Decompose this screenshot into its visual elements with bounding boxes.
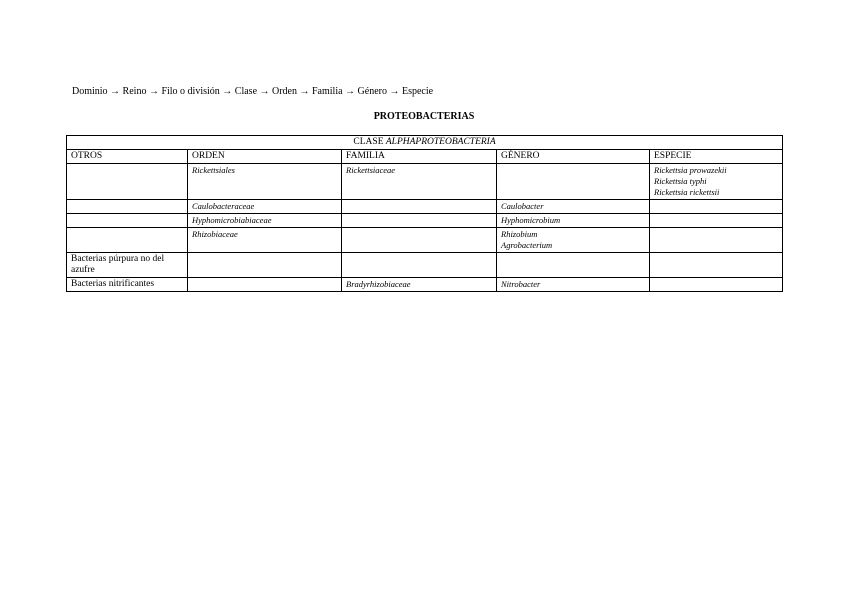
- cell-otros: Bacterias nitrificantes: [67, 278, 188, 292]
- cell-orden: Hyphomicrobiabiaceae: [188, 214, 342, 228]
- cell-otros: [67, 200, 188, 214]
- cell-especie: [650, 200, 783, 214]
- header-familia: FAMILIA: [342, 150, 497, 164]
- cell-familia: [342, 253, 497, 278]
- cell-genero: [497, 228, 650, 253]
- cell-orden: Rickettsiales: [188, 164, 342, 200]
- header-orden: ORDEN: [188, 150, 342, 164]
- table-row: [67, 164, 783, 200]
- cell-orden: [188, 253, 342, 278]
- cell-especie: [650, 278, 783, 292]
- taxonomy-table: [66, 135, 783, 292]
- table-row: [67, 253, 783, 278]
- header-row: [67, 150, 783, 164]
- species-item: Rickettsia rickettsii: [654, 187, 720, 197]
- species-item: Rickettsia typhi: [654, 176, 707, 186]
- cell-especie: [650, 214, 783, 228]
- cell-genero: Nitrobacter: [497, 278, 650, 292]
- header-especie: ESPECIE: [650, 150, 783, 164]
- class-name: ALPHAPROTEOBACTERIA: [385, 137, 496, 147]
- genus-item: Rhizobium: [501, 229, 538, 239]
- cell-orden: Caulobacteraceae: [188, 200, 342, 214]
- cell-familia: [342, 200, 497, 214]
- cell-familia: Rickettsiaceae: [342, 164, 497, 200]
- cell-genero: Caulobacter: [497, 200, 650, 214]
- cell-genero: [497, 164, 650, 200]
- species-item: Rickettsia prowazekii: [654, 165, 727, 175]
- cell-otros: [67, 164, 188, 200]
- cell-genero: [497, 253, 650, 278]
- cell-especie: [650, 253, 783, 278]
- class-header: [67, 136, 783, 150]
- header-genero: GÉNERO: [497, 150, 650, 164]
- cell-especie: [650, 164, 783, 200]
- cell-genero: Hyphomicrobium: [497, 214, 650, 228]
- genus-item: Agrobacterium: [501, 240, 553, 250]
- table-row: [67, 214, 783, 228]
- cell-orden: Rhizobiaceae: [188, 228, 342, 253]
- cell-familia: Bradyrhizobiaceae: [342, 278, 497, 292]
- cell-otros: [67, 214, 188, 228]
- cell-familia: [342, 228, 497, 253]
- class-prefix: CLASE: [353, 137, 386, 147]
- cell-otros: [67, 228, 188, 253]
- table-row: [67, 228, 783, 253]
- header-otros: OTROS: [67, 150, 188, 164]
- cell-especie: [650, 228, 783, 253]
- page-title: PROTEOBACTERIAS: [373, 111, 475, 122]
- table-row: [67, 200, 783, 214]
- class-row: [67, 136, 783, 150]
- cell-orden: [188, 278, 342, 292]
- cell-familia: [342, 214, 497, 228]
- taxonomy-hierarchy-line: Dominio → Reino → Filo o división → Clase → Orden → Familia → Género → Especie: [72, 86, 434, 97]
- table-row: [67, 278, 783, 292]
- cell-otros: Bacterias púrpura no del azufre: [67, 253, 188, 278]
